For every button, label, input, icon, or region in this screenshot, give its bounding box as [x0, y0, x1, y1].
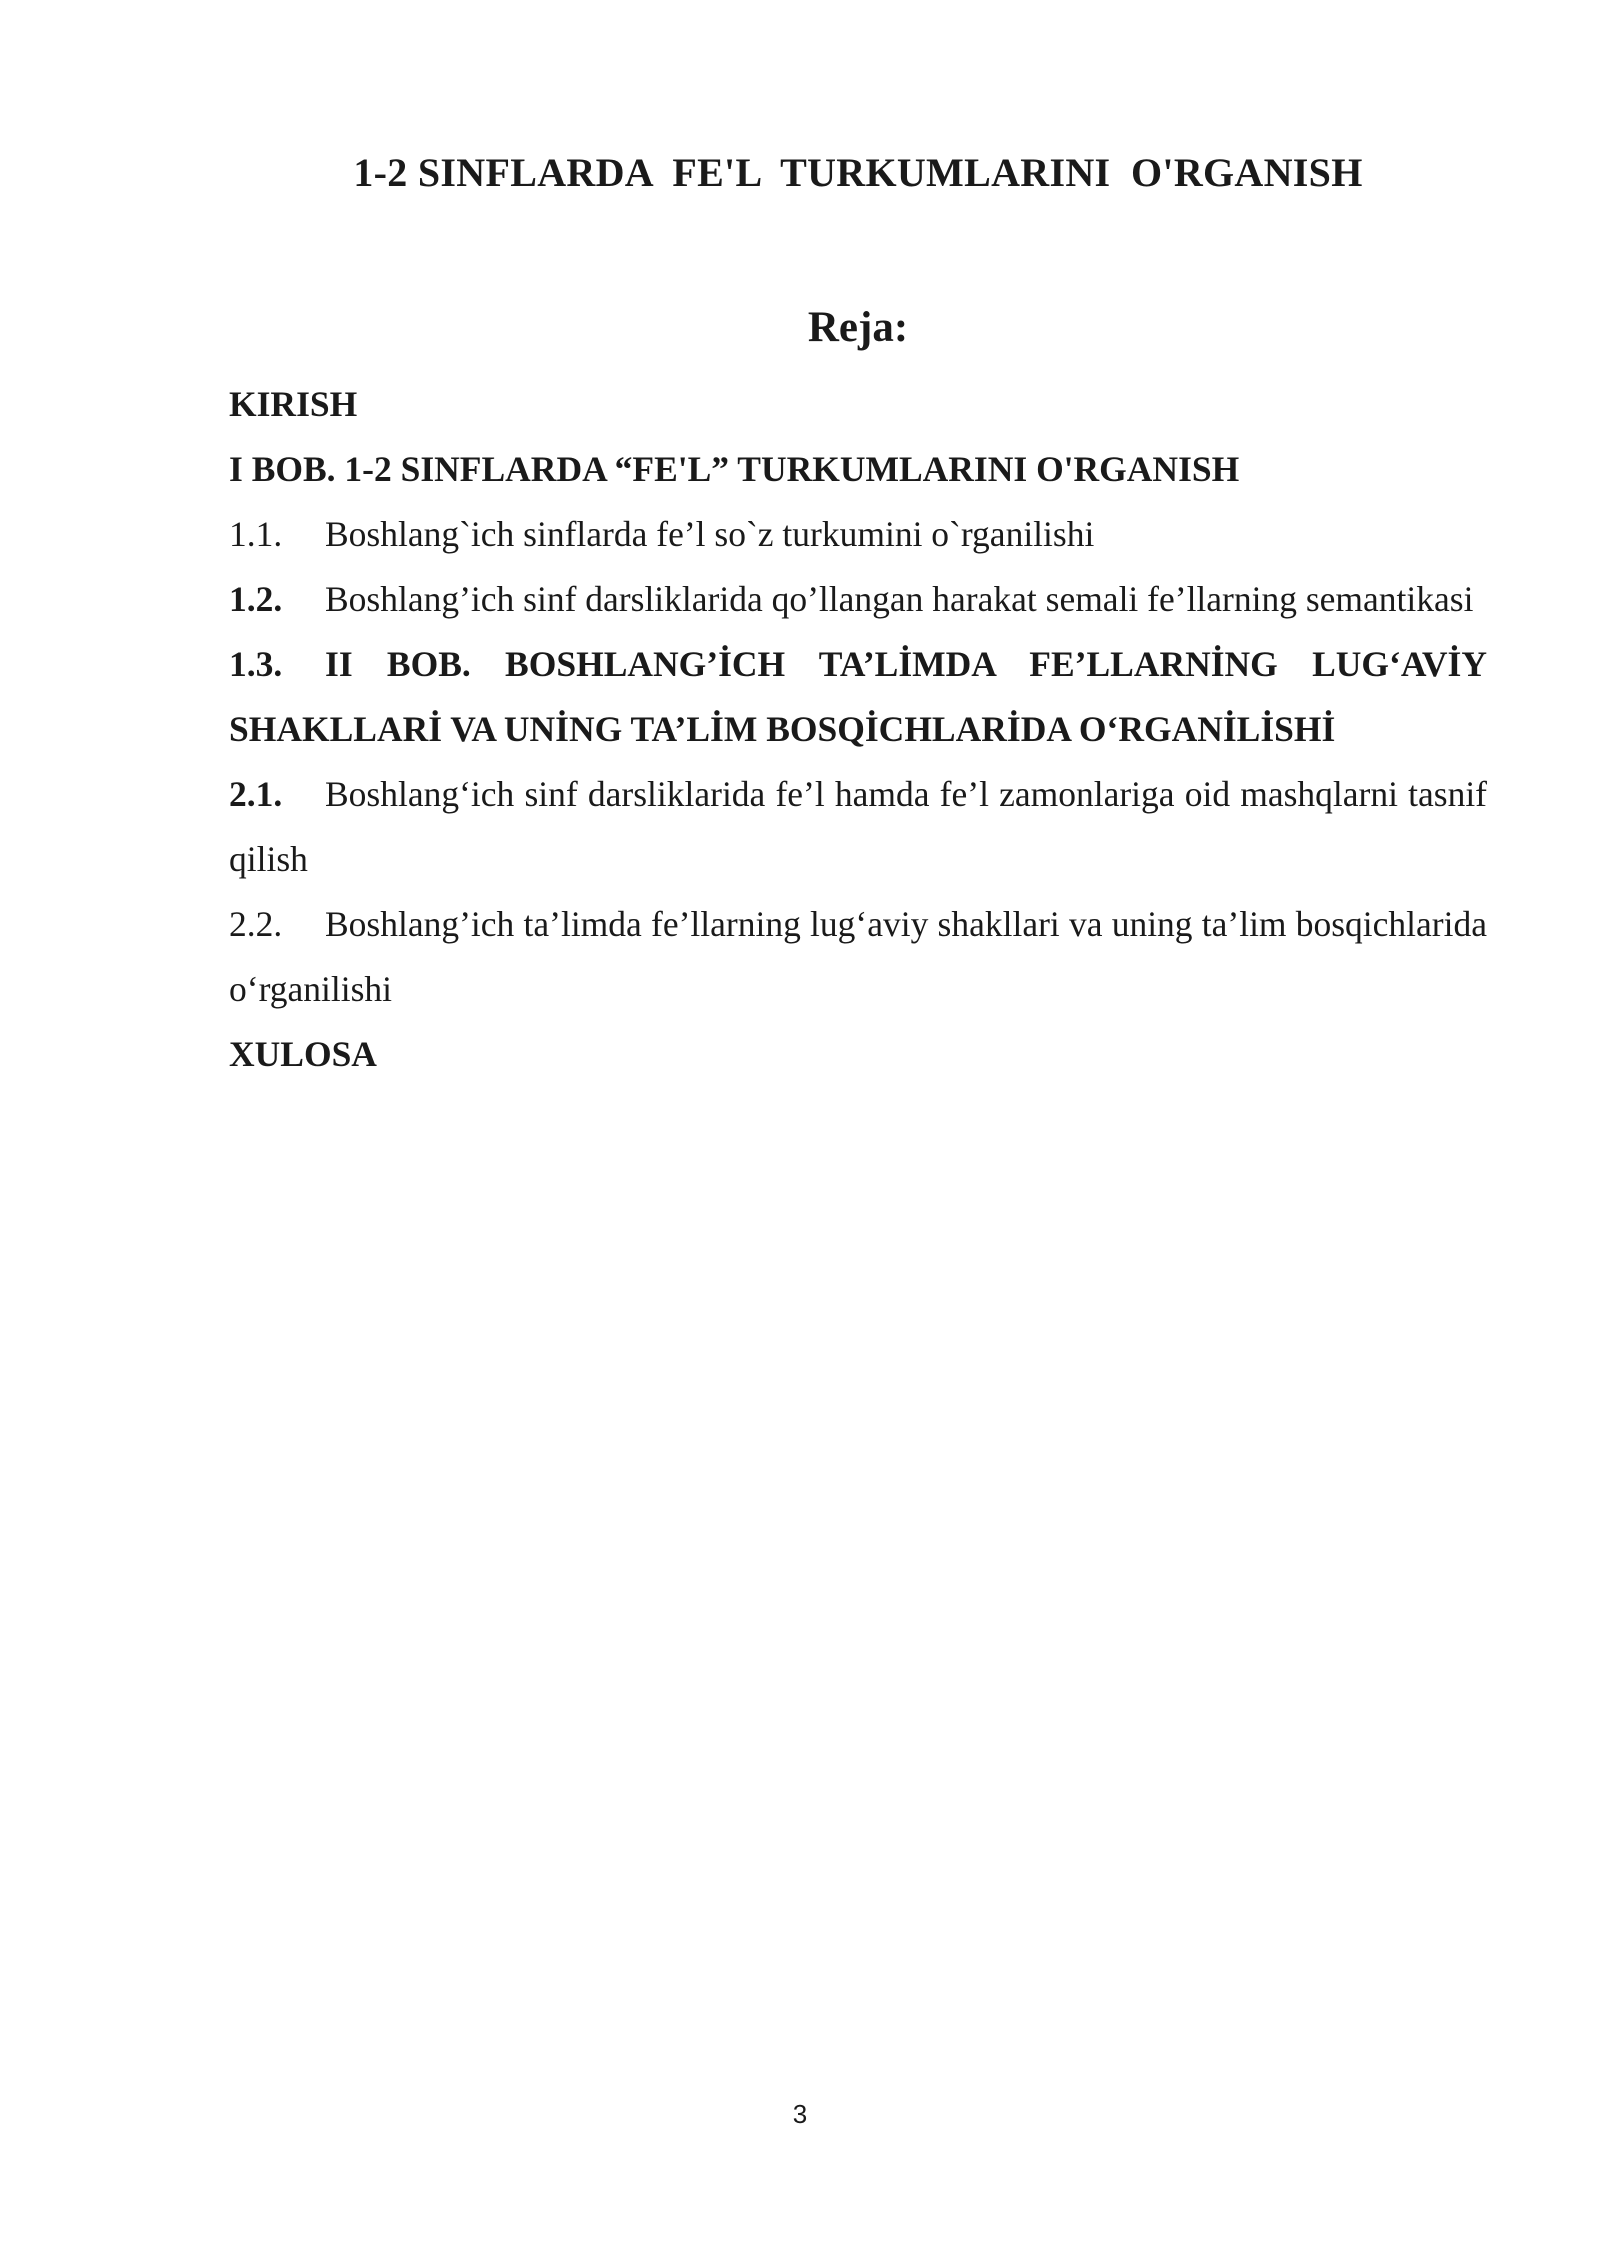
- plan-entry-2-2: [229, 892, 1487, 1022]
- plan-entry-1-2: [229, 567, 1487, 632]
- plan-entry-text: Boshlang‘ich sinf darsliklarida fe’l hamda fe’l zamonlariga oid mashqlarni tasnif qilish: [229, 774, 1487, 879]
- plan-entry-text: XULOSA: [229, 1034, 377, 1074]
- plan-entry-text: Boshlang`ich sinflarda fe’l so`z turkumini o`rganilishi: [325, 514, 1095, 554]
- plan-entry-text: KIRISH: [229, 384, 358, 424]
- plan-entry-conclusion: [229, 1022, 1487, 1087]
- plan-entry-2-1: [229, 762, 1487, 892]
- plan-entry-text: I BOB. 1-2 SINFLARDA “FE'L” TURKUMLARINI O'RGANISH: [229, 449, 1240, 489]
- plan-entry-text: II BOB. BOSHLANG’İCH TA’LİMDA FE’LLARNİNG LUG‘AVİY SHAKLLARİ VA UNİNG TA’LİM BOSQİCHLARİDA O‘RGANİLİSHİ: [229, 644, 1487, 749]
- plan-entry-number: 1.3.: [229, 644, 283, 684]
- plan-entry-introduction: [229, 372, 1487, 437]
- plan-entry-text: Boshlang’ich ta’limda fe’llarning lug‘aviy shakllari va uning ta’lim bosqichlarida o‘rganilishi: [229, 904, 1487, 1009]
- plan-entry-number: 2.2.: [229, 904, 283, 944]
- plan-entry-1-1: [229, 502, 1487, 567]
- plan-entry-number: 1.1.: [229, 514, 283, 554]
- plan-list: [229, 372, 1487, 1087]
- plan-entry-text: Boshlang’ich sinf darsliklarida qo’llangan harakat semali fe’llarning semantikasi: [325, 579, 1474, 619]
- page-number: 3: [792, 2099, 808, 2129]
- plan-entry-number: 1.2.: [229, 579, 283, 619]
- document-title: 1-2 SINFLARDA FE'L TURKUMLARINI O'RGANISH: [353, 150, 1363, 195]
- plan-entry-1-3: [229, 632, 1487, 762]
- plan-entry-chapter-1: [229, 437, 1487, 502]
- plan-entry-number: 2.1.: [229, 774, 283, 814]
- plan-heading: Reja:: [807, 304, 909, 351]
